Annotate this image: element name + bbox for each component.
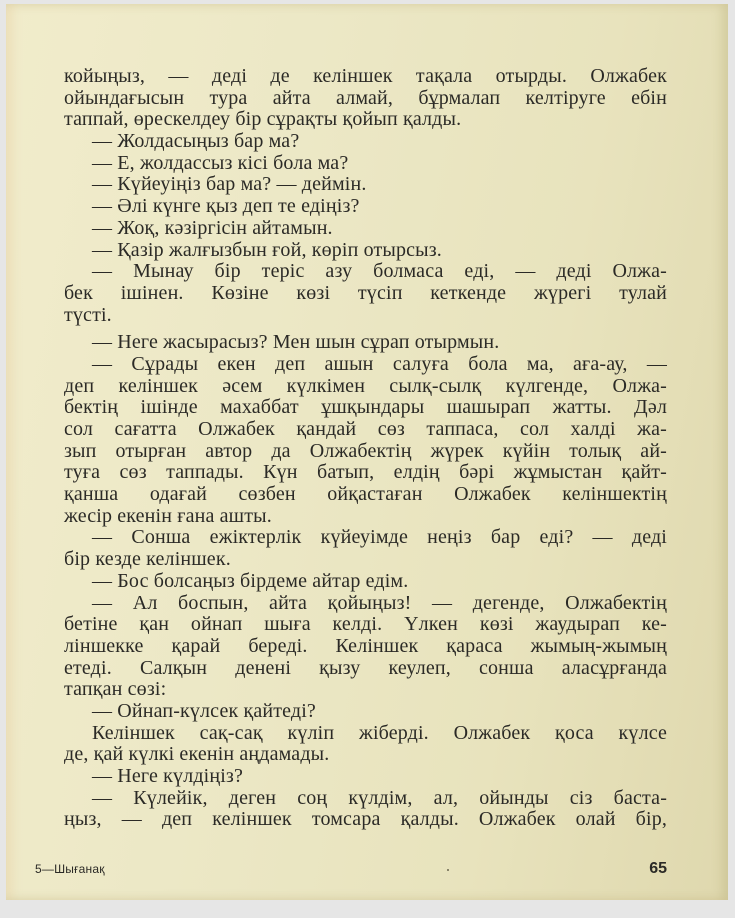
text-line: — Жоқ, кәзіргісін айтамын. [92,216,333,239]
text-line: бектің ішінде махаббат ұшқындары шашырап жатты. Дәл [64,396,667,419]
text-line: зып отырған автор да Олжабектің жүрек күйін толық ай- [64,439,667,462]
text-line: — Сұрады екен деп ашын салуға бола ма, аға-ау, — [92,352,667,375]
text-line: де, қай күлкі екенін аңдамады. [64,743,330,766]
text-line: ңыз, — деп келіншек томсара қалды. Олжабек олай бір, [64,808,667,831]
text-line: — Сонша ежіктерлік күйеуімде неңіз бар еді? — деді [92,526,667,549]
text-line: деп келіншек әсем күлкімен сылқ-сылқ күлгенде, Олжа- [64,374,667,397]
text-line: — Бос болсаңыз бірдеме айтар едім. [92,569,409,592]
text-line: таппай, өрескелдеу бір сұрақты қойып қалды. [64,108,462,131]
text-line: — Е, жолдассыз кісі бола ма? [92,151,349,174]
text-line: — Қазір жалғызбын ғой, көріп отырсыз. [92,238,442,261]
text-line: жесір екенін ғана ашты. [64,504,272,527]
text-line: койыңыз, — деді де келіншек тақала отырды. Олжабек [64,65,667,87]
text-line: — Күйеуіңіз бар ма? — деймін. [92,173,367,196]
text-line: ойындағысын тура айта алмай, бұрмалап келтіруге ебін [64,86,667,109]
text-line: — Ал боспын, айта қойыңыз! — дегенде, Олжабектің [92,591,667,614]
text-line: қанша одағай сөзбен ойқастаған Олжабек келіншектің [64,483,667,506]
page-number: 65 [649,860,667,877]
page-footer [35,860,667,882]
text-line: — Әлі күнге қыз деп те едіңіз? [92,195,360,218]
book-page [6,4,728,900]
text-line: туға сөз таппады. Күн батып, елдің бәрі жұмыстан қайт- [64,461,667,484]
text-line: бек ішінен. Көзіне көзі түсіп кеткенде жүрегі тулай [64,281,667,304]
text-line: тапқан сөзі: [64,678,167,701]
text-line: — Неге күлдіңіз? [92,765,244,787]
text-line: ліншекке қарай береді. Келіншек қараса жымың-жымың [64,634,667,657]
text-line: — Жолдасыңыз бар ма? [92,130,300,153]
text-line: — Мынау бір теріс азу болмаса еді, — деді Олжа- [92,260,667,283]
text-line: сол сағатта Олжабек қандай сөз таппаса, сол халді жа- [64,418,667,440]
text-line: — Ойнап-күлсек қайтеді? [92,699,316,722]
text-line: — Неге жасырасыз? Мен шын сұрап отырмын. [92,331,500,354]
text-line: етеді. Салқын денені қызу кеулеп, сонша аласұрғанда [64,656,667,679]
text-line: Келіншек сақ-сақ күліп жіберді. Олжабек қоса күлсе [92,721,667,744]
signature-mark: 5—Шығанақ [35,862,105,876]
text-line: — Күлейік, деген соң күлдім, ал, ойынды сіз баста- [92,786,667,809]
text-line: бір кезде келіншек. [64,548,231,571]
text-line: түсті. [64,303,112,326]
print-dot [447,869,449,871]
text-line: бетіне қан ойнап шыға келді. Үлкен көзі жаудырап ке- [64,613,667,636]
body-text [64,66,667,831]
